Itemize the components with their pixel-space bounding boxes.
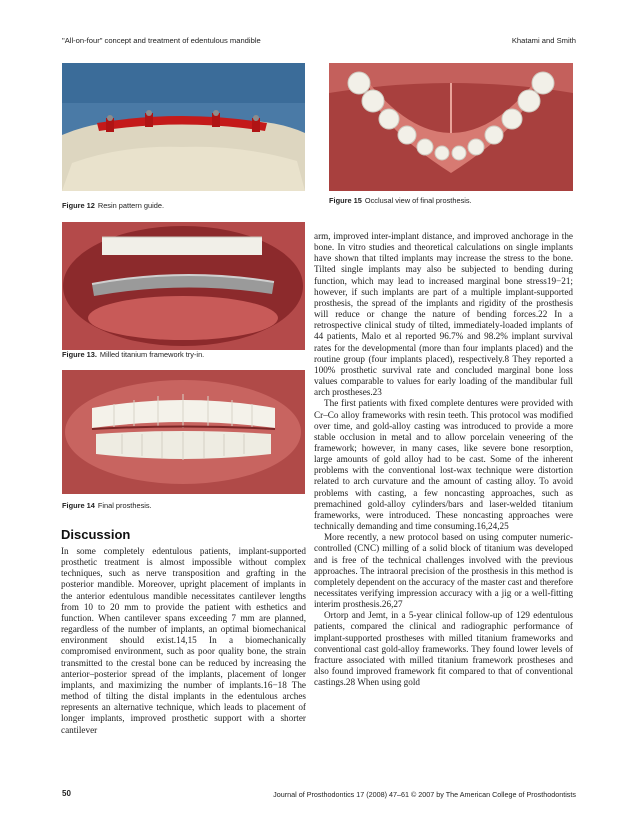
left-column <box>61 546 306 736</box>
right-column <box>314 231 573 688</box>
right-paragraph-1: arm, improved inter-implant distance, and improved anchorage in the bone. In vitro studies and theoretical calculations on single implants have shown that tilted implants may increase the stress to the bone. Tilted single implants may also be subjected to bending during function, which may lead to increased marginal bone stress19−21; however, if such implants are part of a multiple implant-supported prosthesis, the spread of the implants and rigidity of the prosthesis will reduce or change the nature of bending forces.22 In a retrospective clinical study of tilted, immediately-loaded implants of 44 patients, Malo et al reported 96.7% and 98.2% implant survival rates for the developmental (more than four implants placed) and the routine group (four implants placed), respectively.8 They reported a 100% prosthetic survival rate and concluded marginal bone loss values comparable to values for early loading of the mandibular full arch prostheses.23 <box>314 231 573 398</box>
figure-15-caption: Figure 15 Occlusal view of final prosthesis. <box>329 196 472 205</box>
running-authors: Khatami and Smith <box>511 36 576 45</box>
figure-14-image <box>62 370 305 494</box>
figure-13-caption: Figure 13. Milled titanium framework try-in. <box>62 350 205 359</box>
page-number: 50 <box>62 789 71 798</box>
right-paragraph-2: The first patients with fixed complete dentures were provided with Cr–Co alloy frameworks with resin teeth. This protocol was modified over time, and gold-alloy casting was introduced to provide a more stable occlusion in metal and to allow porcelain veneering of the framework; however, in many cases, like severe bone resorption, large amounts of gold alloy had to be cast. Some of the inherent problems with the conventional lost-wax technique were distortion related to arch curvature and the amount of casting alloy. To avoid problems with casting, a few noncasting approaches, such as premachined gold-alloy cylinders/bars and laser-welded titanium frameworks, were introduced. These noncasting approaches were technically demanding and time consuming.16,24,25 <box>314 398 573 532</box>
left-paragraph: In some completely edentulous patients, implant-supported prosthetic treatment is almost impossible without complex techniques, such as nerve transposition and grafting in the posterior mandible. Moreover, upright placement of implants in the anterior edentulous mandible necessitates cantilever lengths from 10 to 20 mm to provide the patient with esthetics and function. When cantilever spans exceeding 7 mm are planned, regardless of the number of implants, an optimal biomechanical environment should exist.14,15 In a biomechanically compromised environment, such as poor quality bone, the strain transmitted to the crestal bone can be reduced by increasing the anterior–posterior spread of the implants, placement of longer implants, and maximizing the number of implants.16−18 The method of tilting the distal implants in the edentulous arches represents an alternative technique, which leads to placement of longer implants, improved prosthetic support with a shorter cantilever <box>61 546 306 735</box>
journal-citation: Journal of Prosthodontics 17 (2008) 47–61 © 2007 by The American College of Prosthodontists <box>273 790 576 799</box>
right-paragraph-3: More recently, a new protocol based on using computer numeric-controlled (CNC) milling of a solid block of titanium was developed and is free of the technical challenges involved with the previous approaches. The intraoral precision of the prosthesis in this method is completely dependent on the accuracy of the master cast and therefore necessitates verifying impression accuracy with a jig or a well-fitting interim prosthesis.26,27 <box>314 532 573 610</box>
figure-15-image <box>329 63 573 191</box>
figure-12-image <box>62 63 305 191</box>
figure-14-caption: Figure 14 Final prosthesis. <box>62 501 152 510</box>
right-paragraph-4: Ortorp and Jemt, in a 5-year clinical follow-up of 129 edentulous patients, compared the clinical and radiographic performance of implant-supported prostheses with milled titanium frameworks and conventional cast gold-alloy frameworks. They found lower levels of fracture associated with milled titanium framework prostheses and also found improved framework fit compared to that of conventional castings.28 When using gold <box>314 610 573 688</box>
figure-12-caption: Figure 12 Resin pattern guide. <box>62 201 165 210</box>
running-title: "All-on-four" concept and treatment of edentulous mandible <box>62 36 261 45</box>
section-heading: Discussion <box>61 527 131 542</box>
figure-13-image <box>62 222 305 350</box>
